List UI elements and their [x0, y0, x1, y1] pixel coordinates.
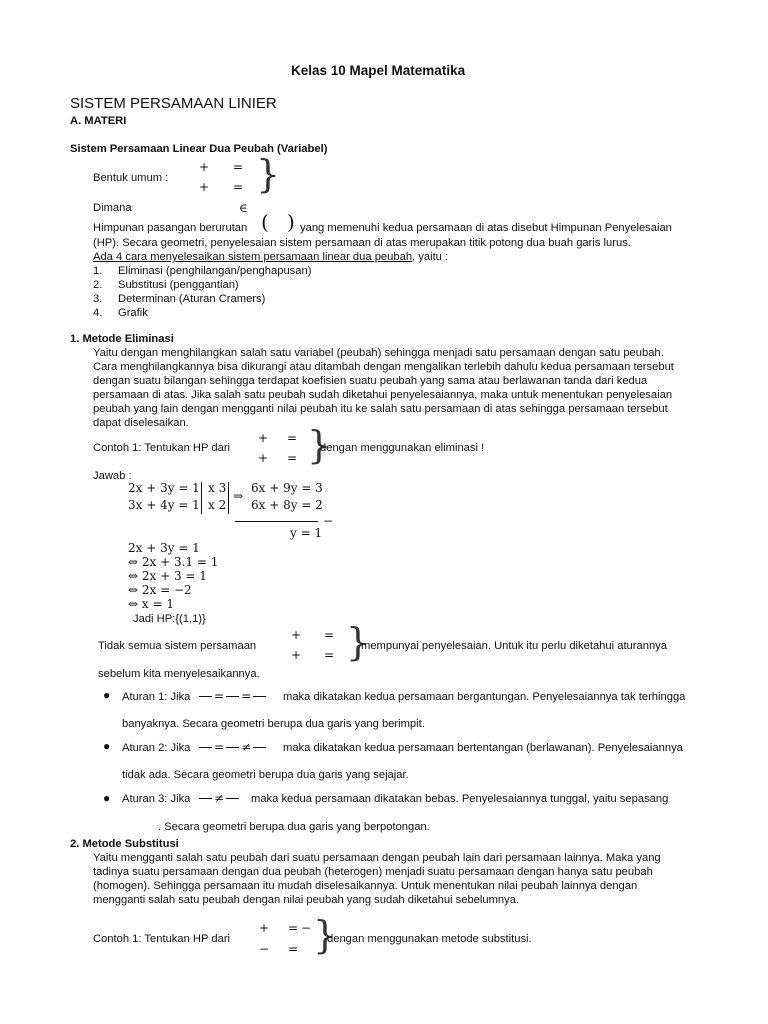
implies-arrow-icon: ⇒: [233, 489, 244, 503]
aturan-intro-2: mempunyai penyelesaian. Untuk itu perlu diketahui aturannya: [361, 640, 667, 652]
brace-icon: }: [313, 913, 338, 957]
hp-result: Jadi HP:{(1,1)}: [133, 613, 206, 625]
aturan-intro-3: sebelum kita menyelesaikannya.: [98, 668, 260, 680]
rule-1-fractions: = =: [197, 689, 268, 703]
eq-plus-2: +: [199, 180, 210, 194]
rule-2-text: maka dikatakan kedua persamaan bertentangan (berlawanan). Penyelesaiannya: [283, 742, 683, 754]
bullet-icon: ●: [103, 739, 111, 753]
brace-icon: }: [346, 620, 371, 664]
eq-equals: =: [287, 431, 298, 445]
element-of-symbol: ∈: [239, 201, 248, 215]
eq-equals: =: [288, 942, 299, 956]
paren-open-icon: (: [261, 210, 269, 234]
subtraction-line: [235, 521, 318, 522]
eq-minus: −: [259, 942, 270, 956]
eq-plus: +: [258, 431, 269, 445]
eliminasi-line: dengan suatu bilangan sehingga terdapat koefisien suatu peubah yang sama atau berlawanan tanda dari kedua: [93, 375, 648, 387]
rule-3-cont: . Secara geometri berupa dua garis yang berpotongan.: [158, 821, 430, 833]
paren-close-icon: ): [287, 210, 295, 234]
eq-plus-1: +: [199, 160, 210, 174]
method-item: 3. Determinan (Aturan Cramers): [93, 293, 266, 305]
substitusi-heading: 2. Metode Substitusi: [70, 838, 179, 850]
section-title: SISTEM PERSAMAAN LINIER: [70, 95, 277, 112]
page-title: Kelas 10 Mapel Matematika: [291, 63, 466, 78]
step: ⇔ 2x + 3 = 1: [128, 569, 207, 583]
eliminasi-line: dapat diselesaikan.: [93, 417, 189, 429]
step: ⇔ 2x + 3.1 = 1: [128, 555, 219, 569]
jawab-label: Jawab :: [93, 470, 132, 482]
result-equation-1: 6x + 9y = 3: [251, 481, 323, 495]
equation-2: 3x + 4y = 1: [128, 498, 200, 512]
hp-text-part3: (HP). Secara geometri, penyelesaian sistem persamaan di atas merupakan titik potong dua buah garis lurus.: [93, 237, 631, 249]
rule-3-label: Aturan 3: Jika: [122, 793, 191, 805]
eq-equals-2: =: [233, 180, 244, 194]
eliminasi-line: Yaitu dengan menghilangkan salah satu variabel (peubah) sehingga menjadi satu persamaan dengan satu peubah.: [93, 347, 664, 359]
divider-bar: [201, 482, 202, 514]
eliminasi-line: peubah yang lain dengan mengganti nilai peubah itu ke salah satu persamaan di atas sehingga persamaan tersebut: [93, 403, 668, 415]
substitusi-line: tadinya suatu persamaan dengan dua peubah (heterogen) menjadi suatu persamaan dengan hanya satu peubah: [93, 866, 653, 878]
substitusi-line: (homogen). Sehingga persamaan itu mudah diselesaikannya. Untuk menentukan nilai peubah lainnya dengan: [93, 880, 638, 892]
method-item: 1. Eliminasi (penghilangan/penghapusan): [93, 265, 312, 277]
minus-operator: −: [323, 514, 334, 528]
method-item: 4. Grafik: [93, 307, 148, 319]
subtitle: Sistem Persamaan Linear Dua Peubah (Variabel): [70, 143, 328, 155]
substitusi-line: mengganti salah satu peubah dengan nilai peubah yang sudah diketahui sebelumnya.: [93, 894, 520, 906]
eliminasi-line: persamaan di atas. Jika salah satu peubah sudah diketahui penyelesaiannya, maka untuk menentukan penyelesaian: [93, 389, 673, 401]
eq-equals-1: =: [233, 160, 244, 174]
dimana-label: Dimana: [93, 202, 132, 214]
hp-text-part1: Himpunan pasangan berurutan: [93, 222, 248, 234]
eq-minus: −: [301, 921, 312, 935]
bentuk-umum-label: Bentuk umum :: [93, 172, 169, 184]
eliminasi-line: Cara menghilangkannya bisa dikurangi atau ditambah dengan mengalikan terlebih dahulu kedua persamaan tersebut: [93, 361, 674, 373]
eq-equals: =: [287, 451, 298, 465]
rule-1-label: Aturan 1: Jika: [122, 691, 191, 703]
contoh-substitusi-suffix: dengan menggunakan metode substitusi.: [327, 933, 532, 945]
eq-equals: =: [324, 648, 335, 662]
method-item: 2. Substitusi (penggantian): [93, 279, 239, 291]
brace-icon: }: [256, 152, 281, 196]
rule-1-text: maka dikatakan kedua persamaan bergantungan. Penyelesaiannya tak terhingga: [283, 691, 686, 703]
methods-intro: Ada 4 cara menyelesaikan sistem persamaan linear dua peubah, yaitu :: [93, 251, 449, 263]
bullet-icon: ●: [103, 791, 111, 805]
brace-icon: }: [307, 423, 332, 467]
multiplier-1: x 3: [208, 481, 227, 495]
multiplier-2: x 2: [208, 498, 227, 512]
step: ⇔ x = 1: [128, 597, 174, 611]
rule-3-fractions: ≠: [197, 791, 241, 805]
eq-plus: +: [291, 628, 302, 642]
rule-2-cont: tidak ada. Secara geometri berupa dua garis yang sejajar.: [122, 769, 409, 781]
rule-1-cont: banyaknya. Secara geometri berupa dua garis yang berimpit.: [122, 718, 425, 730]
divider-bar: [228, 482, 229, 514]
rule-3-text: maka kedua persamaan dikatakan bebas. Penyelesaiannya tunggal, yaitu sepasang: [251, 793, 669, 805]
contoh-eliminasi-suffix: dengan menggunakan eliminasi !: [320, 442, 485, 454]
contoh-eliminasi-label: Contoh 1: Tentukan HP dari: [93, 442, 231, 454]
contoh-substitusi-label: Contoh 1: Tentukan HP dari: [93, 933, 231, 945]
eq-plus: +: [291, 648, 302, 662]
result-equation-2: 6x + 8y = 2: [251, 498, 323, 512]
elimination-result: y = 1: [290, 526, 323, 540]
bullet-icon: ●: [103, 688, 111, 702]
eliminasi-heading: 1. Metode Eliminasi: [70, 333, 174, 345]
rule-2-fractions: = ≠: [197, 740, 268, 754]
eq-plus: +: [258, 451, 269, 465]
eq-equals: =: [324, 628, 335, 642]
substitusi-line: Yaitu mengganti salah satu peubah dari suatu persamaan dengan peubah lain dari persamaan lainnya. Maka yang: [93, 852, 661, 864]
eq-equals: =: [288, 921, 299, 935]
equation-1: 2x + 3y = 1: [128, 481, 200, 495]
step: 2x + 3y = 1: [128, 541, 200, 555]
aturan-intro-1: Tidak semua sistem persamaan: [98, 640, 257, 652]
rule-2-label: Aturan 2: Jika: [122, 742, 191, 754]
eq-plus: +: [259, 921, 270, 935]
hp-text-part2: yang memenuhi kedua persamaan di atas disebut Himpunan Penyelesaian: [300, 222, 672, 234]
step: ⇔ 2x = −2: [128, 583, 192, 597]
part-heading: A. MATERI: [70, 115, 127, 127]
